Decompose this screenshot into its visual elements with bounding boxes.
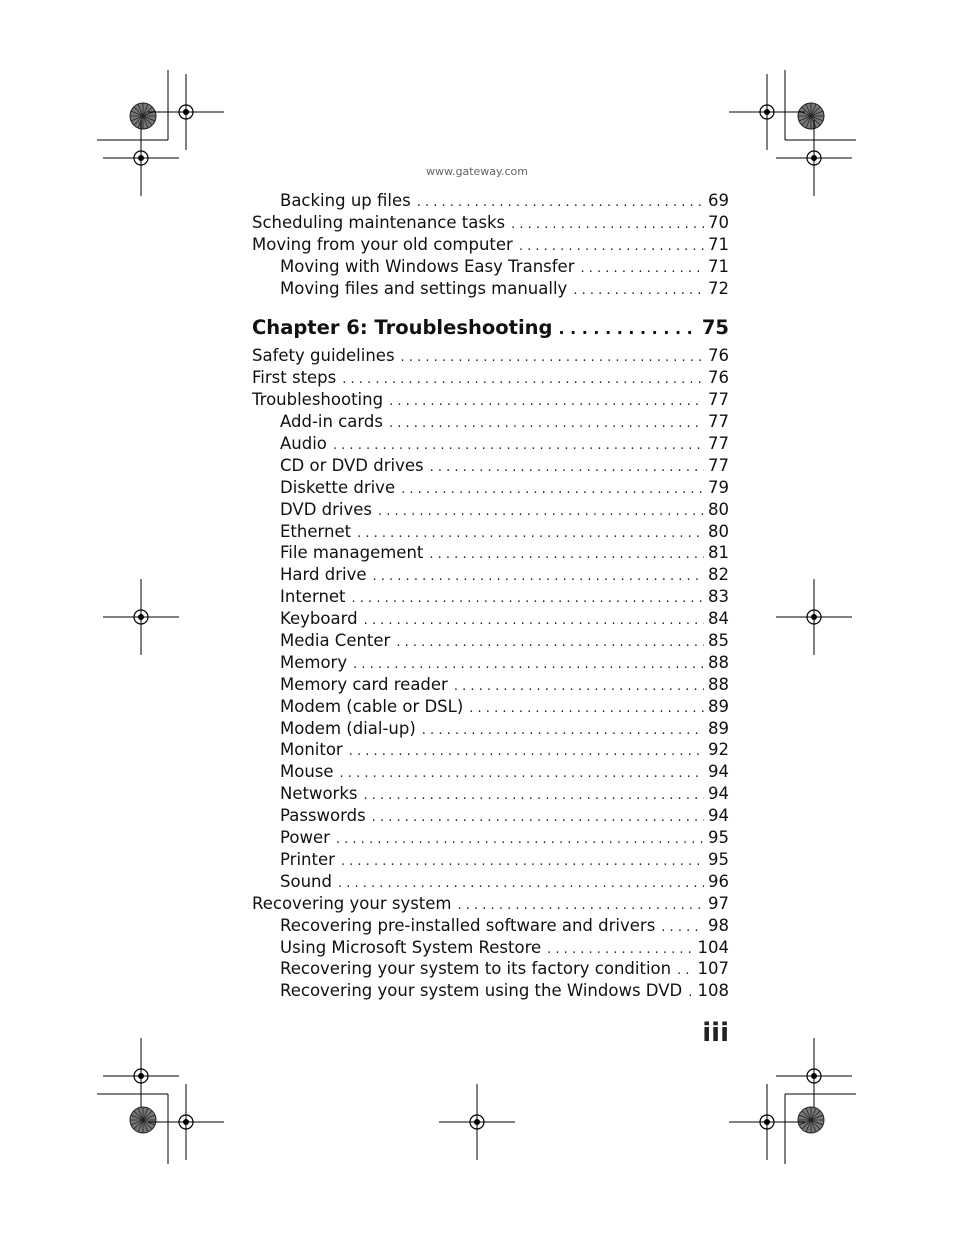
toc-entry-page: 89 [708, 718, 729, 738]
toc-entry-title: DVD drives [280, 499, 373, 519]
toc-entry-title: Troubleshooting [252, 390, 384, 410]
toc-entry[interactable] [252, 980, 729, 1002]
toc-entry-title: Memory [280, 652, 348, 672]
toc-entry-title: Recovering your system [252, 893, 452, 913]
toc-entry-page: 108 [697, 981, 729, 1001]
toc-entry-title: Internet [280, 587, 346, 607]
dot-leader [422, 720, 704, 742]
toc-entry-page: 77 [708, 390, 729, 410]
toc-entry-page: 69 [708, 191, 729, 210]
running-header-url: www.gateway.com [426, 165, 528, 178]
toc-entry-page: 94 [708, 784, 729, 804]
toc-entry[interactable] [252, 564, 729, 586]
dot-leader [353, 654, 704, 676]
dot-leader [364, 610, 704, 632]
dot-leader [364, 785, 705, 807]
toc-entry-page: 71 [708, 256, 729, 276]
chapter-heading[interactable] [252, 313, 729, 343]
page-number: iii [702, 1018, 729, 1048]
toc-entry[interactable] [252, 389, 729, 411]
dot-leader [547, 939, 693, 961]
toc-entry-page: 98 [708, 915, 729, 935]
dot-leader [401, 479, 704, 501]
toc-entry-title: Sound [280, 871, 332, 891]
toc-entry[interactable] [252, 586, 729, 608]
dot-leader [373, 566, 705, 588]
toc-entry-page: 72 [708, 278, 729, 298]
toc-entry-title: Keyboard [280, 609, 358, 629]
dot-leader [417, 192, 704, 214]
crosshair-icon [439, 1084, 515, 1160]
toc-entry[interactable] [252, 411, 729, 433]
toc-entry-page: 76 [708, 346, 729, 366]
toc-entry-title: Modem (dial-up) [280, 718, 416, 738]
dot-leader [333, 435, 704, 457]
toc-entry-title: Memory card reader [280, 674, 448, 694]
dot-leader [429, 544, 704, 566]
crosshair-icon [776, 579, 852, 655]
dot-leader [469, 698, 704, 720]
toc-entry[interactable] [252, 212, 729, 234]
dot-leader [372, 807, 704, 829]
toc-entry[interactable] [252, 256, 729, 278]
toc-entry-page: 77 [708, 434, 729, 454]
toc-entry-title: Hard drive [280, 565, 367, 585]
toc-entry-page: 83 [708, 587, 729, 607]
dot-leader [389, 413, 704, 435]
toc-entry[interactable] [252, 477, 729, 499]
toc-entry-page: 95 [708, 849, 729, 869]
toc-entry-page: 95 [708, 828, 729, 848]
crosshair-icon [729, 1084, 805, 1160]
toc-entry-title: Moving from your old computer [252, 234, 513, 254]
toc-entry-page: 92 [708, 740, 729, 760]
toc-entry-title: Printer [280, 849, 335, 869]
toc-entry-page: 107 [697, 959, 729, 979]
toc-entry-page: 96 [708, 871, 729, 891]
toc-entry-title: Safety guidelines [252, 346, 395, 366]
dot-leader [511, 214, 704, 236]
dot-leader [349, 741, 704, 763]
toc-entry[interactable] [252, 433, 729, 455]
chapter-title: Chapter 6: Troubleshooting [252, 316, 553, 340]
toc-entry-page: 82 [708, 565, 729, 585]
toc-entry[interactable] [252, 278, 729, 300]
toc-entry-page: 88 [708, 674, 729, 694]
toc-entry-page: 104 [697, 937, 729, 957]
toc-entry[interactable] [252, 652, 729, 674]
toc-entry-title: Media Center [280, 631, 391, 651]
toc-entry-title: Audio [280, 434, 327, 454]
dot-leader [389, 391, 704, 413]
toc-entry[interactable] [252, 915, 729, 937]
registration-star-icon [798, 103, 824, 129]
toc-entry-page: 71 [708, 234, 729, 254]
dot-leader [519, 236, 704, 258]
toc-entry[interactable] [252, 234, 729, 256]
toc-entry-page: 81 [708, 543, 729, 563]
toc-entry[interactable] [252, 739, 729, 761]
toc-entry-page: 89 [708, 696, 729, 716]
toc-entry[interactable] [252, 190, 729, 212]
crosshair-icon [729, 74, 805, 150]
toc-entries [252, 345, 729, 1002]
dot-leader [677, 960, 693, 982]
chapter-page: 75 [701, 316, 729, 340]
toc-entry-title: Backing up files [280, 191, 411, 210]
dot-leader [338, 873, 704, 895]
toc-entry-title: Modem (cable or DSL) [280, 696, 464, 716]
toc-entry[interactable] [252, 499, 729, 521]
toc-entry-page: 79 [708, 477, 729, 497]
toc-entry[interactable] [252, 455, 729, 477]
toc-entry-page: 94 [708, 806, 729, 826]
registration-star-icon [798, 1107, 824, 1133]
toc-entry[interactable] [252, 958, 729, 980]
registration-star-icon [130, 1107, 156, 1133]
toc-entry[interactable] [252, 718, 729, 740]
toc-entry-page: 77 [708, 412, 729, 432]
toc-entry-title: Monitor [280, 740, 343, 760]
toc-entry-page: 76 [708, 368, 729, 388]
toc-entry[interactable] [252, 893, 729, 915]
toc-entry-page: 77 [708, 455, 729, 475]
dot-leader [396, 632, 704, 654]
toc-entry[interactable] [252, 630, 729, 652]
toc-entry[interactable] [252, 871, 729, 893]
dot-leader [378, 501, 704, 523]
toc-entry[interactable] [252, 696, 729, 718]
toc-entry-title: Recovering your system using the Windows DVD [280, 981, 683, 1001]
dot-leader [573, 280, 704, 302]
toc-entry-title: Recovering pre-installed software and drivers [280, 915, 656, 935]
toc-entry-title: CD or DVD drives [280, 455, 424, 475]
toc-entry-title: Passwords [280, 806, 366, 826]
registration-star-icon [130, 103, 156, 129]
toc-entry-title: File management [280, 543, 424, 563]
toc-entry-title: Networks [280, 784, 358, 804]
toc-entry[interactable] [252, 367, 729, 389]
toc-entry-title: Moving files and settings manually [280, 278, 568, 298]
toc-entry-title: Ethernet [280, 521, 352, 541]
toc-entry-title: Using Microsoft System Restore [280, 937, 542, 957]
toc-entry-page: 88 [708, 652, 729, 672]
toc-entry-title: Mouse [280, 762, 334, 782]
toc-entry[interactable] [252, 849, 729, 871]
toc-entry-title: Diskette drive [280, 477, 396, 497]
dot-leader [352, 588, 704, 610]
dot-leader [581, 258, 705, 280]
toc-entry-title: Recovering your system to its factory condition [280, 959, 672, 979]
crosshair-icon [148, 1084, 224, 1160]
toc-entry[interactable] [252, 827, 729, 849]
toc-entry[interactable] [252, 521, 729, 543]
toc-entry-title: First steps [252, 368, 337, 388]
toc-entry[interactable] [252, 783, 729, 805]
toc-entry[interactable] [252, 761, 729, 783]
dot-leader [661, 917, 704, 939]
dot-leader [342, 369, 704, 391]
toc-entry-title: Power [280, 828, 330, 848]
dot-leader [340, 763, 704, 785]
toc-entry[interactable] [252, 345, 729, 367]
toc-entry-page: 84 [708, 609, 729, 629]
toc-entry-title: Moving with Windows Easy Transfer [280, 256, 575, 276]
toc-entry-page: 94 [708, 762, 729, 782]
dot-leader [454, 676, 704, 698]
crosshair-icon [776, 120, 852, 196]
toc-entry[interactable] [252, 542, 729, 564]
dot-leader [430, 457, 704, 479]
dot-leader [458, 895, 705, 917]
toc-entry-page: 80 [708, 521, 729, 541]
toc-entry-page: 85 [708, 631, 729, 651]
dot-leader [558, 314, 693, 344]
toc-entry[interactable] [252, 608, 729, 630]
crosshair-icon [103, 579, 179, 655]
toc-pre-entries [252, 190, 729, 299]
dot-leader [341, 851, 704, 873]
dot-leader [336, 829, 704, 851]
toc-entry-page: 80 [708, 499, 729, 519]
crosshair-icon [776, 1038, 852, 1114]
toc-entry-page: 70 [708, 212, 729, 232]
toc-entry[interactable] [252, 805, 729, 827]
toc-entry-page: 97 [708, 893, 729, 913]
toc-entry[interactable] [252, 674, 729, 696]
crosshair-icon [148, 74, 224, 150]
toc-entry-title: Scheduling maintenance tasks [252, 212, 506, 232]
toc-entry-title: Add-in cards [280, 412, 383, 432]
toc-entry[interactable] [252, 937, 729, 959]
dot-leader [401, 347, 704, 369]
dot-leader [357, 523, 704, 545]
table-of-contents [252, 190, 729, 1002]
